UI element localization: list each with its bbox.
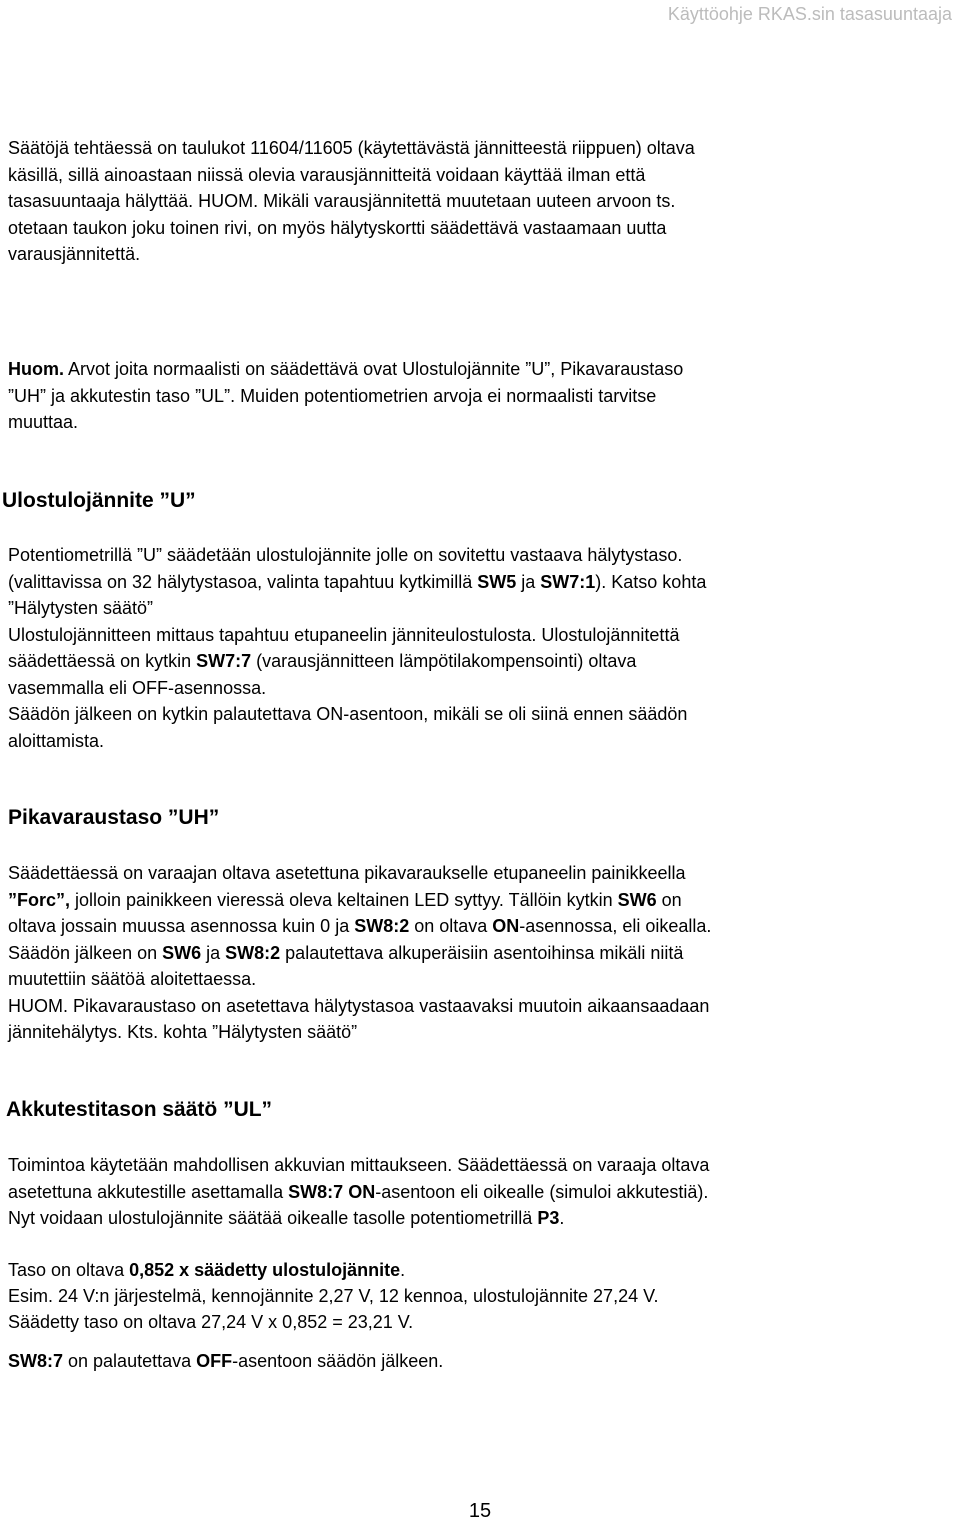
- text-run: palautettava alkuperäisiin asentoihinsa mikäli niitä: [280, 942, 684, 963]
- section-heading-uh: Pikavaraustaso ”UH”: [8, 806, 220, 829]
- page-number: 15: [468, 1500, 492, 1522]
- section-heading-u: Ulostulojännite ”U”: [2, 489, 196, 512]
- section-uh-body: [8, 860, 953, 1046]
- text-line: [8, 887, 953, 914]
- section-ul-body: [8, 1152, 953, 1232]
- note-text: Arvot joita normaalisti on säädettävä ovat Ulostulojännite ”U”, Pikavaraustaso: [64, 359, 684, 379]
- text-line: [8, 1205, 953, 1232]
- text-run: jolloin painikkeen vieressä oleva keltainen LED syttyy. Tällöin kytkin: [70, 889, 618, 910]
- switch-label: SW7:1: [540, 571, 596, 592]
- text-run: on oltava: [409, 916, 493, 936]
- text-run: .: [559, 1208, 565, 1228]
- text-line: [8, 1179, 953, 1206]
- text-run: -asennossa, eli oikealla.: [519, 916, 712, 936]
- switch-label: SW8:7: [8, 1351, 64, 1371]
- state-label: OFF: [196, 1351, 233, 1371]
- note-line: [8, 356, 953, 383]
- switch-label: SW8:7: [288, 1181, 344, 1202]
- text-line: [8, 1348, 953, 1374]
- text-line: aloittamista.: [8, 730, 105, 751]
- note-line: muuttaa.: [8, 412, 79, 432]
- text-run: oltava jossain muussa asennossa kuin 0 ja: [8, 916, 355, 936]
- intro-line: otetaan taukon joku toinen rivi, on myös hälytyskortti säädettävä vastaamaan uutta: [8, 217, 667, 238]
- switch-label: SW8:2: [354, 916, 410, 936]
- text-run: asetettuna akkutestille asettamalla: [8, 1181, 289, 1202]
- document-header: Käyttöohje RKAS.sin tasasuuntaaja: [667, 4, 952, 24]
- switch-label: SW6: [617, 889, 657, 910]
- intro-line: varausjännitettä.: [8, 244, 141, 264]
- text-line: [8, 913, 953, 940]
- text-line: Säädetty taso on oltava 27,24 V x 0,852 = 23,21 V.: [8, 1312, 414, 1332]
- text-run: -asentoon säädön jälkeen.: [232, 1351, 444, 1371]
- text-line: [8, 569, 953, 596]
- text-run: .: [400, 1260, 406, 1280]
- text-line: HUOM. Pikavaraustaso on asetettava hälytystasoa vastaavaksi muutoin aikaansaadaan: [8, 995, 710, 1016]
- text-line: jännitehälytys. Kts. kohta ”Hälytysten säätö”: [8, 1022, 358, 1042]
- intro-line: käsillä, sillä ainoastaan niissä olevia varausjännitteitä voidaan käyttää ilman että: [8, 164, 646, 185]
- section-u-body: [8, 542, 953, 754]
- button-label: ”Forc”,: [8, 889, 71, 910]
- text-run: (valittavissa on 32 hälytystasoa, valinta tapahtuu kytkimillä: [8, 571, 478, 592]
- intro-paragraph: [8, 135, 953, 268]
- text-line: vasemmalla eli OFF-asennossa.: [8, 677, 267, 698]
- switch-label: SW7:7: [196, 651, 252, 671]
- state-label: ON: [348, 1181, 376, 1202]
- state-label: ON: [492, 916, 520, 936]
- note-line: ”UH” ja akkutestin taso ”UL”. Muiden potentiometrien arvoja ei normaalisti tarvitse: [8, 385, 657, 406]
- note-label: Huom.: [8, 359, 64, 379]
- text-line: [8, 648, 953, 675]
- text-run: ja: [201, 942, 226, 963]
- switch-label: SW8:2: [225, 942, 281, 963]
- text-line: [8, 940, 953, 967]
- text-line: muutettiin säätöä aloitettaessa.: [8, 969, 257, 989]
- intro-line: tasasuuntaaja hälyttää. HUOM. Mikäli varausjännitettä muutetaan uuteen arvoon ts.: [8, 191, 676, 211]
- text-line: Säädön jälkeen on kytkin palautettava ON-asentoon, mikäli se oli siinä ennen säädön: [8, 704, 688, 724]
- text-line: Säädettäessä on varaajan oltava asetettuna pikavaraukselle etupaneelin painikkeella: [8, 863, 686, 883]
- text-line: [8, 1257, 953, 1283]
- text-run: on: [656, 889, 682, 910]
- section-ul-final: [8, 1348, 953, 1374]
- text-line: Ulostulojännitteen mittaus tapahtuu etupaneelin jänniteulostulosta. Ulostulojännitettä: [8, 624, 680, 645]
- text-run: säädettäessä on kytkin: [8, 651, 197, 671]
- text-run: ja: [516, 571, 541, 592]
- potentiometer-label: P3: [537, 1208, 560, 1228]
- text-line: Potentiometrillä ”U” säädetään ulostulojännite jolle on sovitettu vastaava hälytystaso.: [8, 545, 683, 565]
- text-run: Nyt voidaan ulostulojännite säätää oikealle tasolle potentiometrillä: [8, 1208, 538, 1228]
- text-line: Esim. 24 V:n järjestelmä, kennojännite 2,27 V, 12 kennoa, ulostulojännite 27,24 V.: [8, 1286, 659, 1306]
- text-line: ”Hälytysten säätö”: [8, 598, 154, 618]
- intro-line: Säätöjä tehtäessä on taulukot 11604/11605 (käytettävästä jännitteestä riippuen) oltava: [8, 138, 695, 158]
- text-run: Säädön jälkeen on: [8, 942, 163, 963]
- text-run: on palautettava: [63, 1351, 197, 1371]
- text-run: (varausjännitteen lämpötilakompensointi) oltava: [251, 651, 637, 671]
- note-paragraph: [8, 356, 953, 436]
- text-run: ). Katso kohta: [595, 571, 707, 592]
- text-run: -asentoon eli oikealle (simuloi akkutestiä).: [375, 1181, 709, 1202]
- text-run: Taso on oltava: [8, 1260, 130, 1280]
- switch-label: SW5: [477, 571, 517, 592]
- formula-text: 0,852 x säädetty ulostulojännite: [129, 1260, 401, 1280]
- section-ul-formula: [8, 1257, 953, 1335]
- section-heading-ul: Akkutestitason säätö ”UL”: [6, 1098, 273, 1121]
- switch-label: SW6: [162, 942, 202, 963]
- text-line: Toimintoa käytetään mahdollisen akkuvian mittaukseen. Säädettäessä on varaaja oltava: [8, 1155, 710, 1175]
